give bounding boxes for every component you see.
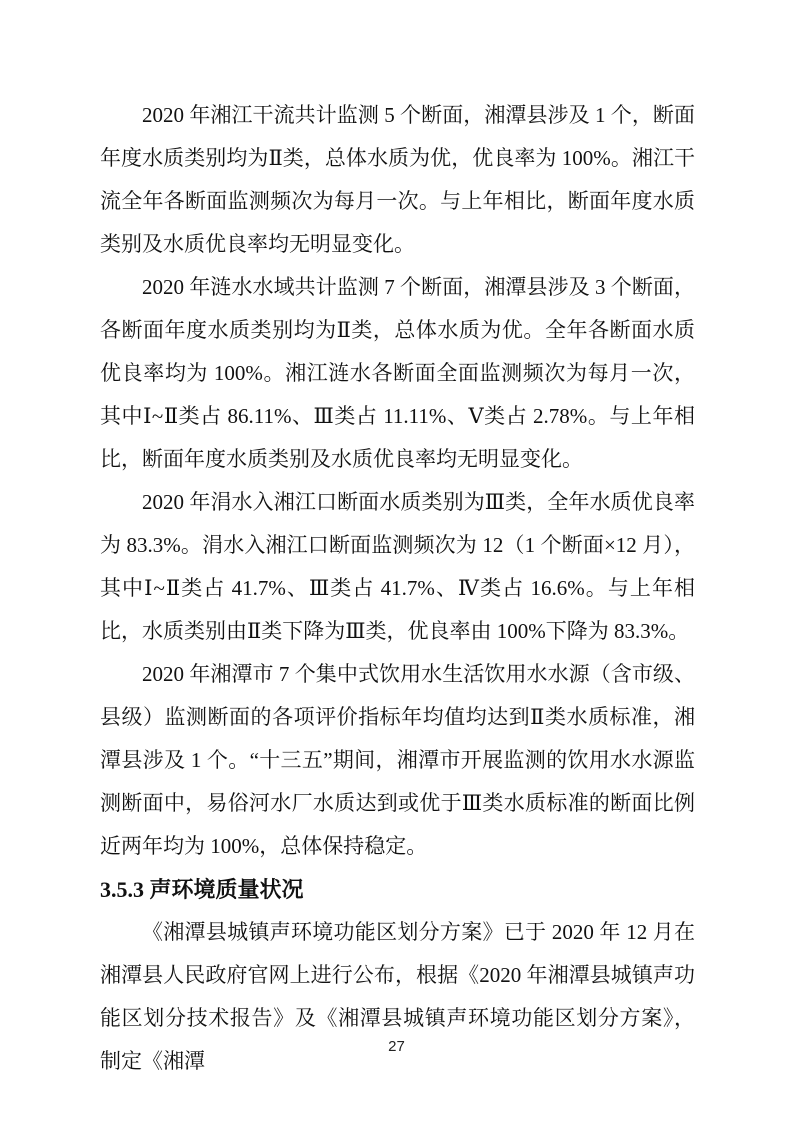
paragraph-juanshui-estuary: 2020 年涓水入湘江口断面水质类别为Ⅲ类，全年水质优良率为 83.3%。涓水入湘江口断面监测频次为 12（1 个断面×12 月），其中Ⅰ~Ⅱ类占 41.7%、Ⅲ类占 41.7%、Ⅳ类占 16.6%。与上年相比，水质类别由Ⅱ类下降为Ⅲ类，优良率由 100%下降为 83.3%。 <box>100 490 695 643</box>
page-number: 27 <box>388 1038 405 1055</box>
section-heading-3-5-3: 3.5.3 声环境质量状况 <box>100 877 304 902</box>
page-content <box>100 94 695 1083</box>
paragraph-lianshui-waters: 2020 年涟水水域共计监测 7 个断面，湘潭县涉及 3 个断面，各断面年度水质类别均为Ⅱ类，总体水质为优。全年各断面水质优良率均为 100%。湘江涟水各断面全面监测频次为每月一次，其中Ⅰ~Ⅱ类占 86.11%、Ⅲ类占 11.11%、Ⅴ类占 2.78%。与上年相比，断面年度水质类别及水质优良率均无明显变化。 <box>100 275 695 471</box>
paragraph-noise-environment-zoning: 《湘潭县城镇声环境功能区划分方案》已于 2020 年 12 月在湘潭县人民政府官网上进行公布，根据《2020 年湘潭县城镇声功能区划分技术报告》及《湘潭县城镇声环境功能区划分方案》，制定《湘潭 <box>100 920 695 1073</box>
paragraph-xiangjiang-mainstream: 2020 年湘江干流共计监测 5 个断面，湘潭县涉及 1 个，断面年度水质类别均为Ⅱ类，总体水质为优，优良率为 100%。湘江干流全年各断面监测频次为每月一次。与上年相比，断面年度水质类别及水质优良率均无明显变化。 <box>100 103 695 256</box>
page-footer <box>0 1038 793 1056</box>
paragraph-drinking-water-sources: 2020 年湘潭市 7 个集中式饮用水生活饮用水水源（含市级、县级）监测断面的各项评价指标年均值均达到Ⅱ类水质标准，湘潭县涉及 1 个。“十三五”期间，湘潭市开展监测的饮用水水源监测断面中，易俗河水厂水质达到或优于Ⅲ类水质标准的断面比例近两年均为 100%，总体保持稳定。 <box>100 662 695 858</box>
